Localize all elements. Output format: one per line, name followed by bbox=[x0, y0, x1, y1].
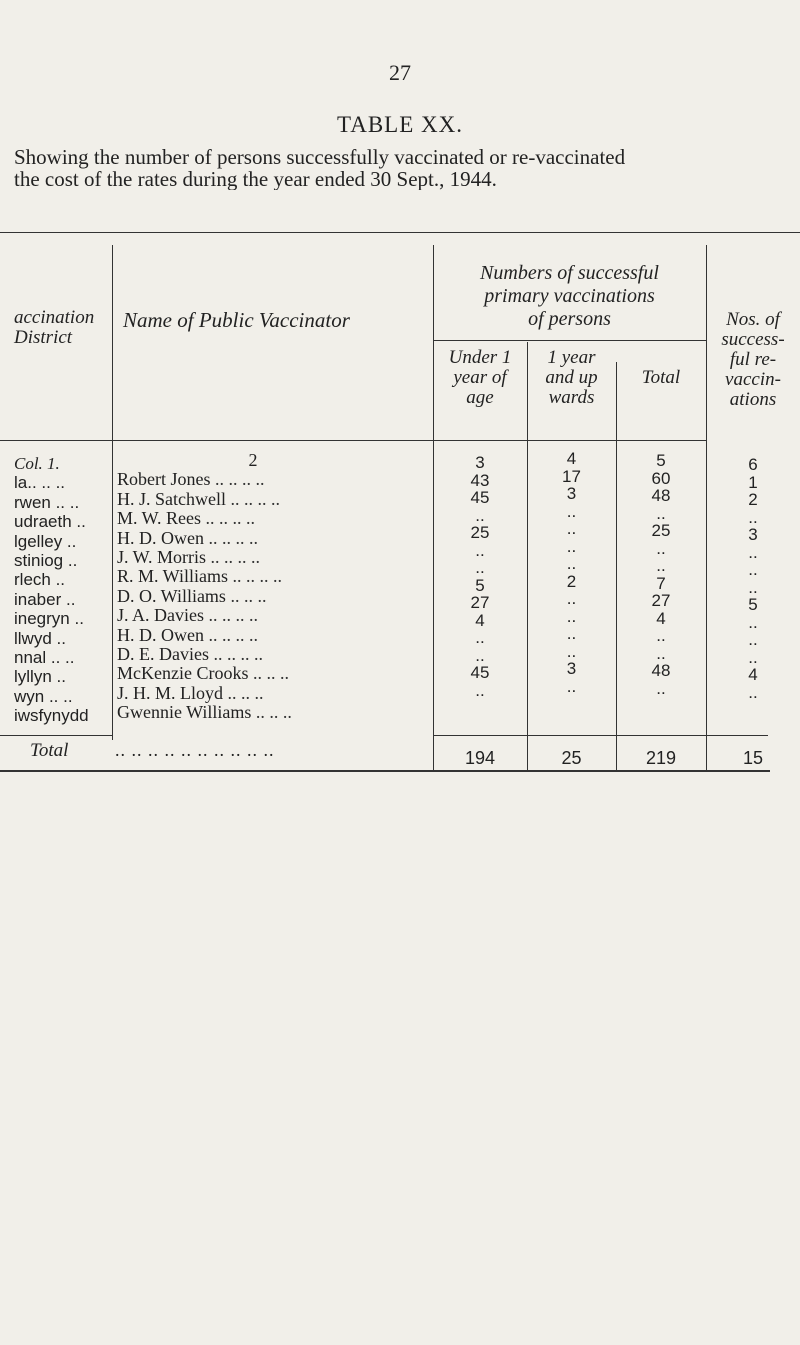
number-cell: 2 bbox=[566, 571, 577, 591]
number-cell: 27 bbox=[470, 593, 490, 612]
district-cell: wyn .. .. bbox=[14, 686, 73, 706]
number-cell: 3 bbox=[566, 484, 577, 503]
vaccinator-row bbox=[117, 509, 429, 528]
number-cell: .. bbox=[748, 507, 758, 527]
district-cell: stiniog .. bbox=[14, 551, 78, 571]
number-cell: .. bbox=[656, 678, 666, 698]
district-cell: rwen .. .. bbox=[14, 492, 80, 512]
leader-dots: .. .. .. .. bbox=[215, 470, 265, 490]
number-cell: .. bbox=[748, 577, 758, 597]
number-cell: 27 bbox=[651, 591, 671, 610]
total-1-year-upwards: 25 bbox=[561, 748, 582, 768]
leader-dots: .. .. .. bbox=[252, 664, 289, 684]
vaccinator-row bbox=[117, 587, 429, 606]
number-cell: .. bbox=[656, 626, 666, 645]
table-bottom-rule bbox=[0, 770, 770, 772]
number-cell: .. bbox=[566, 536, 577, 556]
number-cell: 4 bbox=[748, 665, 758, 684]
header-bottom-rule bbox=[0, 440, 433, 441]
vaccinator-row bbox=[117, 664, 429, 683]
total-leader-dots: .. .. .. .. .. .. .. .. .. .. bbox=[115, 740, 275, 760]
vaccinator-name: R. M. Williams bbox=[117, 567, 228, 587]
vaccinator-name: M. W. Rees bbox=[117, 509, 202, 529]
number-cell: 17 bbox=[562, 466, 581, 486]
number-cell: 3 bbox=[748, 525, 758, 544]
number-cell: 4 bbox=[475, 610, 485, 630]
vaccinator-name: J. H. M. Lloyd bbox=[117, 683, 224, 703]
number-cell: 45 bbox=[470, 663, 490, 682]
table-title: TABLE XX. bbox=[337, 112, 463, 137]
number-cell: .. bbox=[656, 503, 666, 523]
number-cell: 1 bbox=[748, 472, 758, 492]
number-cell: .. bbox=[656, 643, 666, 663]
number-cell: .. bbox=[475, 558, 485, 577]
number-cell: 3 bbox=[475, 453, 485, 472]
leader-dots: .. .. .. .. bbox=[208, 606, 258, 626]
district-cell: inegryn .. bbox=[14, 609, 84, 629]
leader-dots: .. .. .. .. bbox=[205, 509, 256, 529]
vaccinator-column bbox=[117, 451, 429, 723]
number-cell: 6 bbox=[748, 455, 758, 474]
subheader-rule bbox=[433, 340, 706, 341]
total-revaccinations: 15 bbox=[742, 748, 764, 768]
1-year-upwards-header: 1 year and up wards bbox=[545, 347, 598, 408]
number-cell: .. bbox=[475, 628, 485, 647]
vaccinator-row bbox=[117, 567, 429, 586]
total-under-1-year: 194 bbox=[464, 748, 496, 768]
vaccinator-name: McKenzie Crooks bbox=[117, 664, 249, 684]
vaccinator-row bbox=[117, 490, 429, 509]
number-cell: 4 bbox=[656, 608, 666, 628]
number-cell: .. bbox=[656, 556, 666, 575]
number-cell: .. bbox=[566, 624, 577, 643]
district-cell: rlech .. bbox=[14, 570, 66, 590]
number-cell: 48 bbox=[651, 661, 671, 680]
vaccinator-name: D. E. Davies bbox=[117, 645, 209, 665]
leader-dots: .. .. .. .. bbox=[232, 567, 282, 587]
number-cell: 25 bbox=[470, 523, 490, 542]
number-cell: .. bbox=[566, 676, 577, 696]
number-cell: .. bbox=[748, 647, 758, 667]
column-number-1: Col. 1. bbox=[14, 454, 60, 473]
vaccinator-name: J. A. Davies bbox=[117, 606, 204, 626]
number-cell: .. bbox=[475, 540, 485, 560]
district-cell: udraeth .. bbox=[14, 512, 86, 532]
district-cell: inaber .. bbox=[14, 589, 76, 609]
number-cell: 2 bbox=[748, 490, 758, 509]
vaccinator-name: J. W. Morris bbox=[117, 548, 207, 568]
leader-dots: .. .. .. .. bbox=[213, 645, 263, 665]
number-cell: .. bbox=[475, 505, 485, 525]
leader-dots: .. .. .. .. bbox=[208, 625, 258, 645]
caption-line-1: Showing the number of persons successfully vaccinated or re-vaccinated bbox=[14, 146, 626, 169]
vaccinator-name: D. O. Williams bbox=[117, 586, 226, 606]
leader-dots: .. .. .. .. bbox=[230, 489, 280, 509]
leader-dots: .. .. .. bbox=[230, 586, 267, 606]
vaccinator-row bbox=[117, 529, 429, 548]
number-cell: .. bbox=[566, 606, 577, 626]
number-cell: 3 bbox=[566, 659, 577, 678]
number-cell: .. bbox=[566, 501, 577, 521]
vaccinator-name: Robert Jones bbox=[117, 470, 211, 490]
leader-dots: .. .. .. bbox=[227, 683, 264, 703]
number-cell: 5 bbox=[475, 575, 485, 595]
district-cell: llwyd .. bbox=[14, 628, 66, 648]
revaccinations-header: Nos. of success- ful re- vaccin- ations bbox=[721, 309, 785, 410]
number-cell: 60 bbox=[651, 468, 671, 488]
district-cell: nnal .. .. bbox=[14, 648, 75, 668]
totals-top-rule bbox=[0, 735, 112, 736]
number-cell: .. bbox=[748, 630, 758, 649]
group-bottom-rule bbox=[433, 440, 706, 441]
leader-dots: .. .. .. .. bbox=[208, 528, 258, 548]
vaccinator-name: H. D. Owen bbox=[117, 528, 204, 548]
number-cell: 5 bbox=[748, 595, 758, 614]
caption-line-2: the cost of the rates during the year ended 30 Sept., 1944. bbox=[14, 167, 497, 190]
district-cell: iwsfynydd bbox=[14, 706, 89, 726]
vaccinator-header: Name of Public Vaccinator bbox=[123, 308, 350, 332]
number-cell: 45 bbox=[470, 488, 490, 507]
leader-dots: .. .. .. bbox=[255, 703, 292, 723]
revaccinations-column bbox=[706, 456, 800, 701]
vaccinator-row bbox=[117, 684, 429, 703]
col-divider-1 bbox=[112, 245, 113, 740]
district-cell: la.. .. .. bbox=[14, 473, 66, 493]
number-cell: .. bbox=[566, 554, 577, 573]
number-cell: 25 bbox=[651, 521, 671, 540]
vaccinator-row bbox=[117, 703, 429, 722]
number-cell: .. bbox=[748, 560, 758, 579]
number-cell: 48 bbox=[651, 486, 671, 505]
totals-top-rule-right bbox=[433, 735, 768, 736]
district-column bbox=[14, 454, 112, 726]
total-primary: 219 bbox=[645, 748, 677, 768]
number-cell: .. bbox=[748, 682, 758, 702]
vaccinator-name: H. J. Satchwell bbox=[117, 489, 226, 509]
vaccinator-row bbox=[117, 470, 429, 489]
under-1-year-column bbox=[433, 454, 527, 699]
number-cell: 4 bbox=[566, 449, 577, 468]
number-cell: .. bbox=[566, 589, 577, 608]
vaccinator-row bbox=[117, 645, 429, 664]
number-cell: .. bbox=[475, 680, 485, 700]
district-header: accination District bbox=[14, 307, 95, 348]
leader-dots: .. .. .. .. bbox=[210, 548, 261, 568]
table-caption bbox=[14, 146, 800, 190]
number-cell: 7 bbox=[656, 573, 666, 593]
district-cell: lgelley .. bbox=[14, 531, 77, 551]
column-number-2: 2 bbox=[248, 450, 258, 470]
number-cell: .. bbox=[566, 641, 577, 661]
number-cell: .. bbox=[566, 519, 577, 538]
1-year-upwards-column bbox=[527, 450, 616, 695]
number-cell: 43 bbox=[470, 470, 490, 490]
number-cell: .. bbox=[475, 645, 485, 665]
vaccinator-row bbox=[117, 548, 429, 567]
total-label: Total bbox=[30, 740, 69, 761]
vaccinator-row bbox=[117, 626, 429, 645]
number-cell: .. bbox=[748, 542, 758, 562]
under-1-year-header: Under 1 year of age bbox=[448, 347, 512, 408]
total-header: Total bbox=[641, 367, 681, 388]
vaccinator-name: Gwennie Williams bbox=[117, 703, 252, 723]
number-cell: .. bbox=[656, 538, 666, 558]
district-cell: lyllyn .. bbox=[14, 667, 66, 687]
vaccinator-name: H. D. Owen bbox=[117, 625, 204, 645]
number-cell: .. bbox=[748, 612, 758, 632]
total-column bbox=[616, 452, 706, 697]
primary-vaccinations-header: Numbers of successful primary vaccinations of persons bbox=[480, 262, 659, 330]
vaccinator-row bbox=[117, 606, 429, 625]
table-top-rule bbox=[0, 232, 800, 233]
page-number: 27 bbox=[389, 60, 411, 85]
number-cell: 5 bbox=[656, 451, 666, 470]
